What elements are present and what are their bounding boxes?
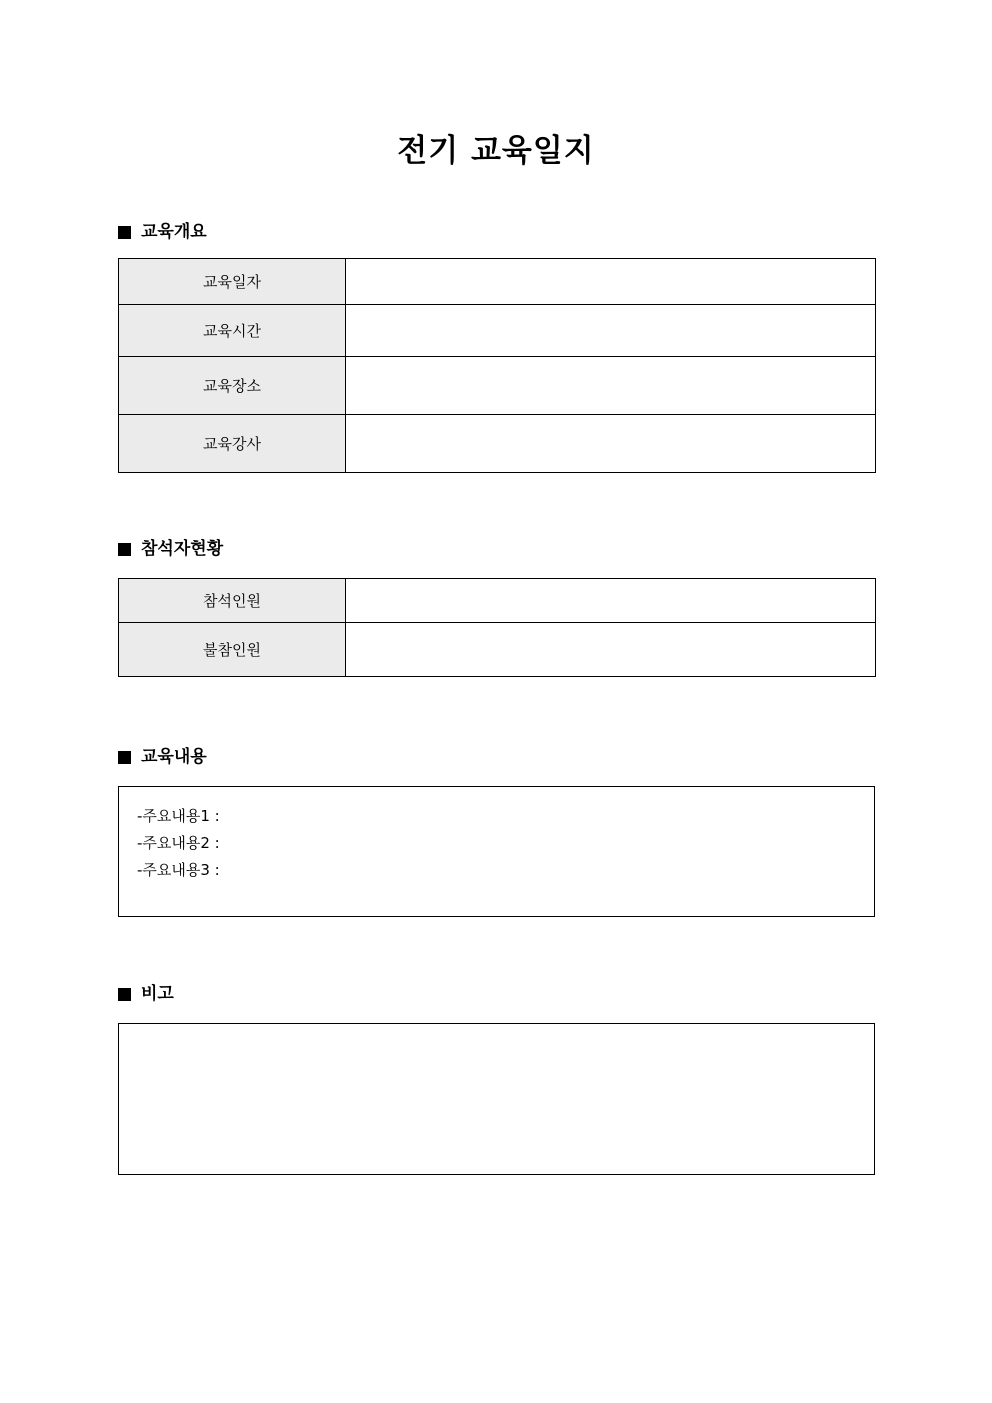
- overview-value-education-time[interactable]: [346, 305, 876, 357]
- overview-value-instructor[interactable]: [346, 415, 876, 473]
- remarks-box[interactable]: [118, 1023, 875, 1175]
- table-row: [119, 357, 876, 415]
- attendance-label-attendees: 참석인원: [119, 579, 346, 623]
- attendance-value-absentees[interactable]: [346, 623, 876, 677]
- attendance-table: [118, 578, 876, 677]
- overview-table: [118, 258, 876, 473]
- table-row: [119, 579, 876, 623]
- overview-label-instructor: 교육강사: [119, 415, 346, 473]
- section-heading-overview-label: 교육개요: [141, 222, 207, 242]
- attendance-value-attendees[interactable]: [346, 579, 876, 623]
- section-heading-remarks: [118, 983, 174, 1005]
- education-content-box[interactable]: [118, 786, 875, 917]
- section-heading-attendance-label: 참석자현황: [141, 539, 224, 559]
- overview-value-education-date[interactable]: [346, 259, 876, 305]
- education-content-line-1: -주요내용1 :: [137, 807, 220, 825]
- table-row: [119, 623, 876, 677]
- overview-label-education-place: 교육장소: [119, 357, 346, 415]
- section-heading-remarks-label: 비고: [141, 984, 174, 1004]
- black-square-bullet-icon: [118, 226, 131, 239]
- table-row: [119, 415, 876, 473]
- black-square-bullet-icon: [118, 988, 131, 1001]
- black-square-bullet-icon: [118, 751, 131, 764]
- table-row: [119, 259, 876, 305]
- section-heading-content-label: 교육내용: [141, 747, 207, 767]
- overview-value-education-place[interactable]: [346, 357, 876, 415]
- education-content-line-3: -주요내용3 :: [137, 861, 220, 879]
- overview-label-education-date: 교육일자: [119, 259, 346, 305]
- section-heading-attendance: [118, 538, 223, 560]
- table-row: [119, 305, 876, 357]
- attendance-label-absentees: 불참인원: [119, 623, 346, 677]
- section-heading-content: [118, 746, 207, 768]
- black-square-bullet-icon: [118, 543, 131, 556]
- overview-label-education-time: 교육시간: [119, 305, 346, 357]
- education-content-line-2: -주요내용2 :: [137, 834, 220, 852]
- section-heading-overview: [118, 221, 207, 243]
- page-title: 전기 교육일지: [397, 133, 595, 169]
